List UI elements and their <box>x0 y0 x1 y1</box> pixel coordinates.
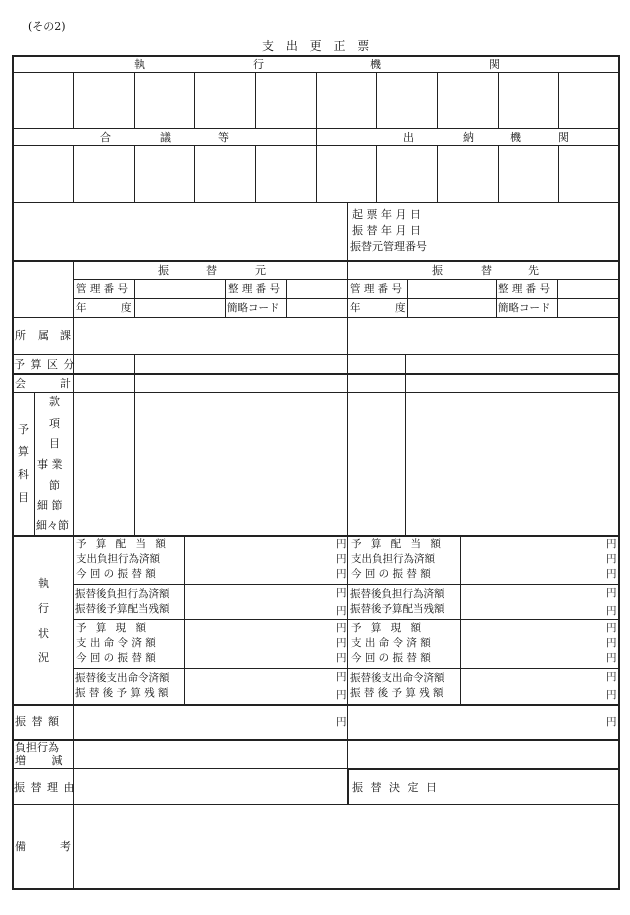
l-burden-done: 支出負担行為済額 <box>76 553 160 565</box>
r-burden-done: 支出負担行為済額 <box>351 553 435 565</box>
dest-header-2: 替 <box>481 264 492 277</box>
yen-unit: 円 <box>606 716 617 728</box>
r-after-alloc-rem: 振替後予算配当残額 <box>350 603 445 615</box>
yen-unit: 円 <box>336 568 347 580</box>
subject-label-1: 予 <box>18 423 29 436</box>
yen-unit: 円 <box>606 652 617 664</box>
r-order-done: 支 出 命 令 済 額 <box>351 637 431 649</box>
council-label-2: 議 <box>160 131 171 144</box>
reason-field[interactable] <box>75 770 345 803</box>
r-this-transfer: 今 回 の 振 替 額 <box>351 568 431 580</box>
dates-input-area[interactable] <box>14 203 346 259</box>
src-year-label-2: 度 <box>121 302 132 314</box>
yen-unit: 円 <box>336 587 347 599</box>
yen-unit: 円 <box>606 587 617 599</box>
dst-year-label-1: 年 <box>350 302 361 314</box>
subject-label-3: 科 <box>18 468 29 481</box>
r-after-budget-rem: 振 替 後 予 算 残 額 <box>350 687 444 699</box>
transfer-amount-label: 振 替 額 <box>15 715 60 728</box>
execution-label-3: 機 <box>370 58 381 71</box>
src-year-label-1: 年 <box>76 302 87 314</box>
src-abbr-code-label: 簡略コード <box>227 302 280 314</box>
treasurer-label-2: 納 <box>463 131 474 144</box>
dept-label-3: 課 <box>60 329 71 342</box>
burden-label-2: 増 減 <box>15 754 74 767</box>
council-label-3: 等 <box>218 131 229 144</box>
r-after-order: 振替後支出命令済額 <box>350 672 445 684</box>
subject-label-2: 算 <box>18 445 29 458</box>
subject-item-jigyou: 事 業 <box>37 458 63 471</box>
dst-year-label-2: 度 <box>395 302 406 314</box>
r-after-burden: 振替後負担行為済額 <box>350 588 445 600</box>
status-label-2: 行 <box>38 602 49 615</box>
dst-arr-no-label: 整 理 番 号 <box>498 283 551 295</box>
source-header-3: 元 <box>255 264 266 277</box>
l-budget-alloc: 予 算 配 当 額 <box>76 538 169 550</box>
remarks-label-1: 備 <box>15 840 26 853</box>
yen-unit: 円 <box>606 568 617 580</box>
dest-header-1: 振 <box>432 264 443 277</box>
yen-unit: 円 <box>336 689 347 701</box>
l-order-done: 支 出 命 令 済 額 <box>76 637 156 649</box>
subject-item-moku: 目 <box>49 437 60 450</box>
status-label-3: 状 <box>38 627 49 640</box>
transfer-date-label: 振 替 年 月 日 <box>352 224 421 237</box>
reason-label: 振 替 理 由 <box>14 781 76 794</box>
yen-unit: 円 <box>336 538 347 550</box>
yen-unit: 円 <box>336 622 347 634</box>
stamp-box[interactable] <box>13 73 73 128</box>
subject-item-saisetsu: 細 節 <box>37 499 63 512</box>
subject-item-kou: 項 <box>49 417 60 430</box>
yen-unit: 円 <box>606 689 617 701</box>
src-arr-no-label: 整 理 番 号 <box>228 283 281 295</box>
dept-label-1: 所 <box>15 329 26 342</box>
r-budget-alloc: 予 算 配 当 額 <box>351 538 444 550</box>
l-this-transfer: 今 回 の 振 替 額 <box>76 568 156 580</box>
account-label-1: 会 <box>15 377 26 390</box>
burden-label-1: 負担行為 <box>15 741 59 754</box>
subject-item-kan: 款 <box>49 395 60 408</box>
treasurer-label-1: 出 <box>403 131 414 144</box>
l-after-burden: 振替後負担行為済額 <box>75 588 170 600</box>
src-mgmt-no-label: 管 理 番 号 <box>76 283 129 295</box>
yen-unit: 円 <box>606 538 617 550</box>
l-after-alloc-rem: 振替後予算配当残額 <box>75 603 170 615</box>
budget-div-label: 予 算 区 分 <box>14 358 76 371</box>
source-mgmt-label: 振替元管理番号 <box>350 240 427 253</box>
source-header-2: 替 <box>206 264 217 277</box>
subject-label-4: 目 <box>18 491 29 504</box>
subject-item-saisaisetsu: 細々節 <box>36 519 69 532</box>
page-number: (その2) <box>28 20 66 33</box>
treasurer-label-3: 機 <box>510 131 521 144</box>
l-after-order: 振替後支出命令済額 <box>75 672 170 684</box>
l-this-transfer-2: 今 回 の 振 替 額 <box>76 652 156 664</box>
yen-unit: 円 <box>336 605 347 617</box>
dst-abbr-code-label: 簡略コード <box>498 302 551 314</box>
yen-unit: 円 <box>606 637 617 649</box>
remarks-field[interactable] <box>75 806 617 887</box>
council-label-1: 合 <box>100 131 111 144</box>
execution-label-2: 行 <box>253 58 264 71</box>
status-label-4: 況 <box>38 651 49 664</box>
execution-label-1: 執 <box>134 58 145 71</box>
l-budget-current: 予 算 現 額 <box>76 622 150 634</box>
remarks-label-2: 考 <box>60 840 71 853</box>
yen-unit: 円 <box>336 716 347 728</box>
yen-unit: 円 <box>336 652 347 664</box>
dept-label-2: 属 <box>38 329 49 342</box>
transfer-amount-field[interactable] <box>75 706 345 738</box>
status-label-1: 執 <box>38 577 49 590</box>
draft-date-label: 起 票 年 月 日 <box>352 208 421 221</box>
yen-unit: 円 <box>606 553 617 565</box>
yen-unit: 円 <box>606 671 617 683</box>
execution-label-4: 関 <box>489 58 500 71</box>
form-title: 支 出 更 正 票 <box>262 39 374 53</box>
yen-unit: 円 <box>606 605 617 617</box>
yen-unit: 円 <box>336 553 347 565</box>
dest-header-3: 先 <box>528 264 539 277</box>
subject-item-setsu: 節 <box>49 479 60 492</box>
l-after-budget-rem: 振 替 後 予 算 残 額 <box>75 687 169 699</box>
r-budget-current: 予 算 現 額 <box>351 622 425 634</box>
account-label-2: 計 <box>60 377 71 390</box>
yen-unit: 円 <box>336 637 347 649</box>
dst-mgmt-no-label: 管 理 番 号 <box>350 283 403 295</box>
decision-date-label: 振 替 決 定 日 <box>352 781 439 794</box>
yen-unit: 円 <box>606 622 617 634</box>
treasurer-label-4: 関 <box>558 131 569 144</box>
r-this-transfer-2: 今 回 の 振 替 額 <box>351 652 431 664</box>
yen-unit: 円 <box>336 671 347 683</box>
stamp-box[interactable] <box>13 146 73 202</box>
source-header-1: 振 <box>158 264 169 277</box>
